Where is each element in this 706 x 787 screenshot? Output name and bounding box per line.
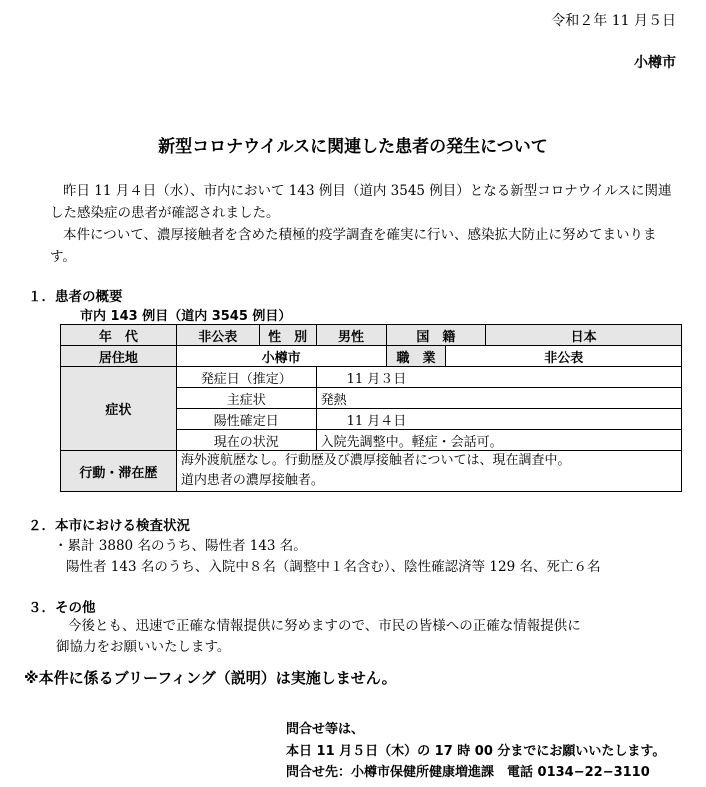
testing-status-line-1: ・累計 3880 名のうち、陽性者 143 名。 <box>54 538 307 554</box>
other-line-1: 今後とも、迅速で正確な情報提供に努めますので、市民の皆様への正確な情報提供に <box>68 618 581 634</box>
onset-date-label: 発症日（推定） <box>176 367 316 388</box>
nationality-label: 国 籍 <box>386 325 486 346</box>
positive-date-label: 陽性確定日 <box>176 409 316 430</box>
travel-history-line-2: 道内患者の濃厚接触者。 <box>180 473 324 488</box>
patient-overview-table <box>60 324 682 492</box>
sex-label: 性 別 <box>259 325 316 346</box>
table-row <box>61 367 682 388</box>
testing-status-line-2: 陽性者 143 名のうち、入院中８名（調整中１名含む）、陰性確認済等 129 名、死亡６名 <box>66 559 601 575</box>
travel-history-value <box>176 451 681 492</box>
nationality-value: 日本 <box>486 325 682 346</box>
intro-paragraph-2: 本件について、濃厚接触者を含めた積極的疫学調査を確実に行い、感染拡大防止に努めてまいります。 <box>50 227 657 265</box>
table-row <box>61 325 682 346</box>
contact-intro: 問合せ等は、 <box>286 722 365 737</box>
sex-value: 男性 <box>316 325 386 346</box>
case-number-label: 市内 143 例目（道内 3545 例目） <box>80 309 292 324</box>
document-date: 令和２年 11 月５日 <box>551 13 676 29</box>
current-status-label: 現在の状況 <box>176 430 316 451</box>
main-symptom-value: 発熱 <box>316 388 681 409</box>
onset-date-value: 11 月３日 <box>316 367 681 388</box>
symptoms-label: 症状 <box>61 367 177 451</box>
positive-date-value: 11 月４日 <box>316 409 681 430</box>
travel-history-label: 行動・滞在歴 <box>61 451 177 492</box>
table-row <box>61 346 682 367</box>
residence-value: 小樽市 <box>176 346 386 367</box>
age-value: 非公表 <box>176 325 259 346</box>
section-1-heading: １．患者の概要 <box>28 289 123 305</box>
section-3-heading: ３．その他 <box>28 600 96 616</box>
occupation-value: 非公表 <box>446 346 682 367</box>
main-symptom-label: 主症状 <box>176 388 316 409</box>
document-title: 新型コロナウイルスに関連した患者の発生について <box>158 137 548 157</box>
table-row <box>61 451 682 492</box>
residence-label: 居住地 <box>61 346 177 367</box>
travel-history-line-1: 海外渡航歴なし。行動歴及び濃厚接触者については、現在調査中。 <box>180 453 571 468</box>
section-2-heading: ２．本市における検査状況 <box>28 518 190 534</box>
age-label: 年 代 <box>61 325 177 346</box>
other-line-2: 御協力をお願いいたします。 <box>56 639 231 655</box>
occupation-label: 職 業 <box>386 346 446 367</box>
issuing-organization: 小樽市 <box>634 55 676 71</box>
contact-info: 問合せ先：小樽市保健所健康増進課 電話 0134−22−3110 <box>286 765 650 780</box>
intro-paragraph-1: 昨日 11 月４日（水）、市内において 143 例目（道内 3545 例目）となる新型コロナウイルスに関連した感染症の患者が確認されました。 <box>50 183 672 221</box>
contact-deadline: 本日 11 月５日（木）の 17 時 00 分までにお願いいたします。 <box>286 744 666 759</box>
briefing-note: ※本件に係るブリーフィング（説明）は実施しません。 <box>24 669 397 687</box>
current-status-value: 入院先調整中。軽症・会話可。 <box>316 430 681 451</box>
